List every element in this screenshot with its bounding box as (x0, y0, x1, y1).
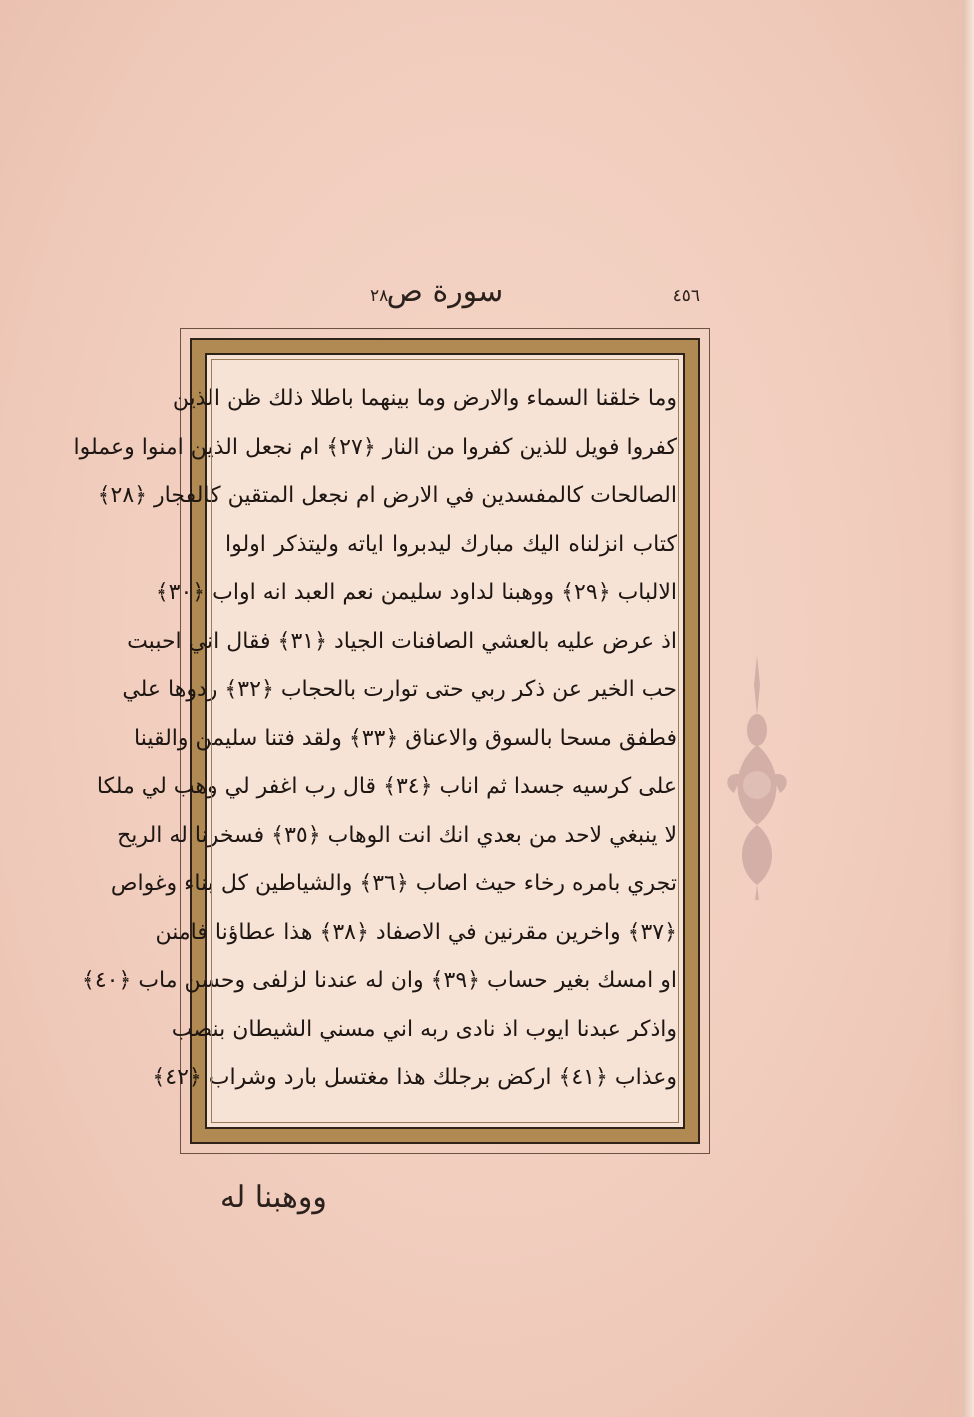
margin-medallion-icon (722, 655, 792, 900)
text-panel (73, 353, 685, 1129)
text-line: فطفق مسحا بالسوق والاعناق ﴿٣٣﴾ ولقد فتنا سليمن والقينا (133, 725, 677, 751)
page-header (180, 268, 710, 328)
catchword: ووهبنا له (220, 1180, 327, 1215)
text-body (73, 375, 691, 1103)
juz-number: ٢٨ (370, 286, 389, 306)
text-line: وعذاب ﴿٤١﴾ اركض برجلك هذا مغتسل بارد وشراب ﴿٤٢﴾ (152, 1065, 677, 1090)
text-line: ﴿٣٧﴾ واخرين مقرنين في الاصفاد ﴿٣٨﴾ هذا عطاؤنا فامنن (155, 919, 677, 945)
text-line: تجري بامره رخاء حيث اصاب ﴿٣٦﴾ والشياطين كل بناء وغواص (110, 871, 677, 896)
text-line: الصالحات كالمفسدين في الارض ام نجعل المتقين كالفجار ﴿٢٨﴾ (97, 483, 677, 508)
text-line: لا ينبغي لاحد من بعدي انك انت الوهاب ﴿٣٥﴾ فسخرنا له الريح (117, 822, 677, 848)
text-frame (73, 338, 700, 1144)
text-line: اذ عرض عليه بالعشي الصافنات الجياد ﴿٣١﴾ فقال اني احببت (127, 628, 677, 654)
text-line: وما خلقنا السماء والارض وما بينهما باطلا ذلك ظن الذين (172, 386, 677, 411)
text-line: حب الخير عن ذكر ربي حتى توارت بالحجاب ﴿٣٢﴾ ردوها علي (122, 677, 677, 702)
text-line: على كرسيه جسدا ثم اناب ﴿٣٤﴾ قال رب اغفر لي وهب لي ملكا (96, 774, 677, 799)
page-number: ٤٥٦ (672, 286, 700, 306)
text-line: كفروا فويل للذين كفروا من النار ﴿٢٧﴾ ام نجعل الذين امنوا وعملوا (73, 434, 677, 460)
text-line: واذكر عبدنا ايوب اذ نادى ربه اني مسني الشيطان بنصب (171, 1016, 677, 1042)
surah-title: سورة ص (386, 274, 504, 309)
text-line: كتاب انزلناه اليك مبارك ليدبروا اياته وليتذكر اولوا (225, 531, 677, 557)
text-line: او امسك بغير حساب ﴿٣٩﴾ وان له عندنا لزلفى وحسن ماب ﴿٤٠﴾ (81, 968, 677, 993)
text-line: الالباب ﴿٢٩﴾ ووهبنا لداود سليمن نعم العبد انه اواب ﴿٣٠﴾ (155, 580, 677, 605)
page-edge (948, 0, 974, 1417)
